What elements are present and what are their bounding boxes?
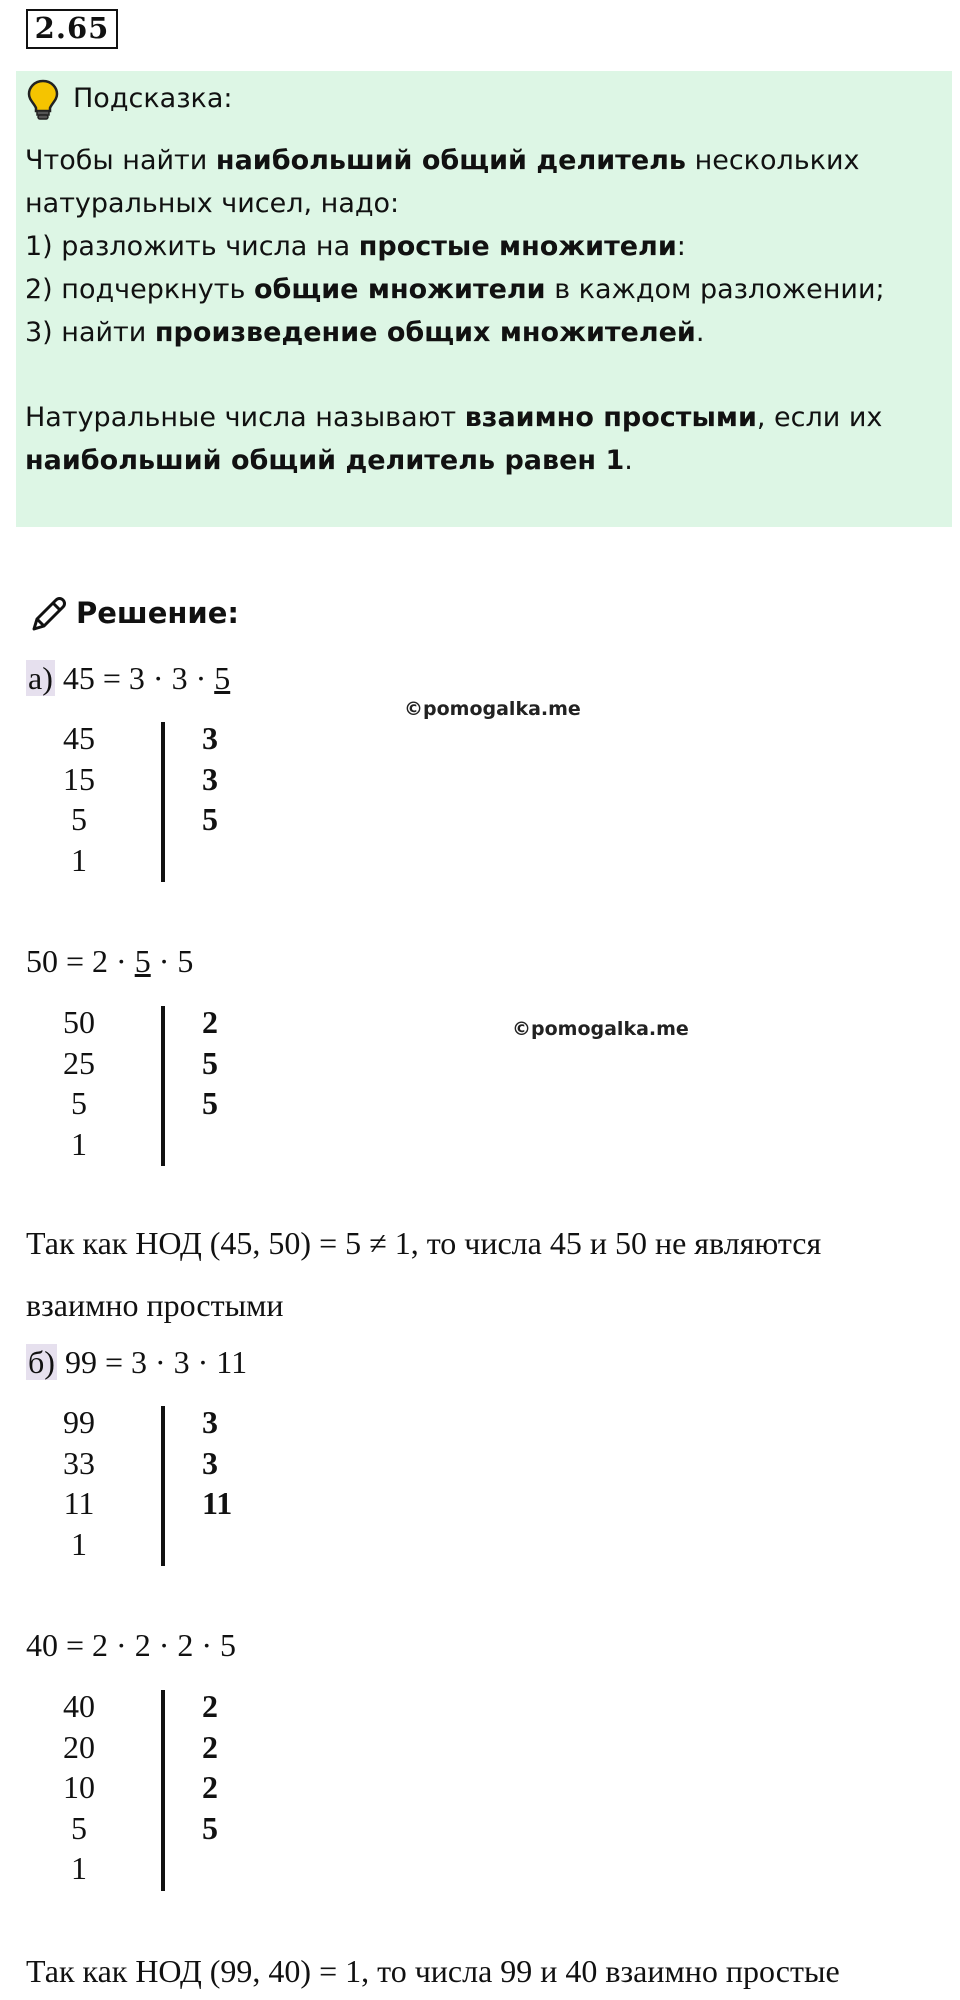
hint-line <box>25 227 686 267</box>
dividend: 10 <box>63 1769 95 1805</box>
dividend: 5 <box>71 1085 87 1121</box>
hint-text-segment: 2) подчеркнуть <box>25 274 254 305</box>
prime-factor: 3 <box>202 720 218 756</box>
hint-text-segment: , если их <box>756 402 883 433</box>
equation-45 <box>55 660 230 696</box>
hint-text-segment: . <box>624 445 633 476</box>
hint-text-segment: 1) разложить числа на <box>25 231 359 262</box>
prime-factor: 2 <box>202 1004 218 1040</box>
hint-box <box>16 71 952 527</box>
dividend: 45 <box>63 720 95 756</box>
hint-text-segment: : <box>676 231 686 262</box>
part-b-equation-1 <box>26 1344 247 1381</box>
dividend: 33 <box>63 1444 95 1481</box>
hint-line <box>25 141 860 181</box>
common-factor: 5 <box>134 943 151 979</box>
dividend: 5 <box>71 1809 87 1846</box>
prime-factor: 2 <box>202 1688 218 1724</box>
division-bar <box>161 1690 165 1891</box>
hint-bold-term: наибольший общий делитель равен 1 <box>25 445 625 476</box>
hint-bold-term: общие множители <box>254 274 546 305</box>
hint-bold-term: простые множители <box>358 231 677 262</box>
hint-text-segment: Чтобы найти <box>25 145 216 176</box>
hint-title: Подсказка: <box>73 83 233 114</box>
prime-factor: 5 <box>202 1085 218 1121</box>
prime-factor: 11 <box>202 1485 233 1521</box>
equation-99: 99 = 3 · 3 · 11 <box>56 1344 248 1380</box>
prime-factor: 3 <box>202 760 218 797</box>
pencil-icon <box>28 595 68 635</box>
prime-factor: 5 <box>202 801 218 837</box>
dividend: 11 <box>63 1485 95 1521</box>
hint-text-segment: натуральных чисел, надо: <box>25 188 400 219</box>
dividend: 25 <box>63 1044 95 1081</box>
dividend: 1 <box>71 841 87 878</box>
conclusion-a-line-1: Так как НОД (45, 50) = 5 ≠ 1, то числа 45 и 50 не являются <box>26 1225 822 1261</box>
hint-text-segment: 3) найти <box>25 317 155 348</box>
division-bar <box>161 722 165 882</box>
solution-title: Решение: <box>76 596 240 630</box>
equation-segment: 45 = 3 · 3 · <box>54 660 215 696</box>
hint-bold-term: наибольший общий делитель <box>215 145 686 176</box>
dividend: 1 <box>71 1850 87 1886</box>
part-a-label: а) <box>28 660 53 696</box>
part-b-equation-2: 40 = 2 · 2 · 2 · 5 <box>26 1627 237 1663</box>
part-a-equation-2 <box>26 943 193 980</box>
dividend: 15 <box>63 760 95 797</box>
task-number: 2.65 <box>26 9 118 49</box>
hint-bold-term: взаимно простыми <box>464 402 757 433</box>
hint-text-segment: нескольких <box>685 145 860 176</box>
hint-text-segment: . <box>695 317 705 348</box>
watermark: ©pomogalka.me <box>404 698 581 720</box>
watermark: ©pomogalka.me <box>512 1018 689 1040</box>
common-factor: 5 <box>214 660 231 696</box>
division-bar <box>161 1406 165 1566</box>
hint-line <box>25 270 885 310</box>
equation-segment: 50 = 2 · <box>26 943 135 979</box>
hint-line <box>25 398 882 438</box>
equation-segment: · 5 <box>150 943 194 979</box>
hint-line <box>25 184 399 224</box>
conclusion-a-line-2: взаимно простыми <box>26 1287 284 1323</box>
prime-factor: 3 <box>202 1444 218 1481</box>
equation-50 <box>26 943 193 979</box>
division-bar <box>161 1006 165 1166</box>
prime-factor: 5 <box>202 1809 218 1846</box>
hint-text-segment: Натуральные числа называют <box>25 402 465 433</box>
dividend: 40 <box>63 1688 95 1724</box>
prime-factor: 5 <box>202 1044 218 1081</box>
dividend: 1 <box>71 1125 87 1162</box>
dividend: 5 <box>71 801 87 837</box>
dividend: 1 <box>71 1525 87 1562</box>
dividend: 99 <box>63 1404 95 1440</box>
hint-bold-term: произведение общих множителей <box>154 317 696 348</box>
prime-factor: 2 <box>202 1769 218 1805</box>
prime-factor: 2 <box>202 1728 218 1765</box>
hint-line <box>25 313 704 353</box>
conclusion-b: Так как НОД (99, 40) = 1, то числа 99 и 40 взаимно простые <box>26 1953 840 1989</box>
dividend: 20 <box>63 1728 95 1765</box>
hint-text-segment: в каждом разложении; <box>545 274 885 305</box>
part-b-label: б) <box>28 1344 55 1380</box>
prime-factor: 3 <box>202 1404 218 1440</box>
hint-line <box>25 441 633 481</box>
part-a-equation-1 <box>26 660 230 697</box>
lightbulb-icon <box>25 78 61 122</box>
dividend: 50 <box>63 1004 95 1040</box>
